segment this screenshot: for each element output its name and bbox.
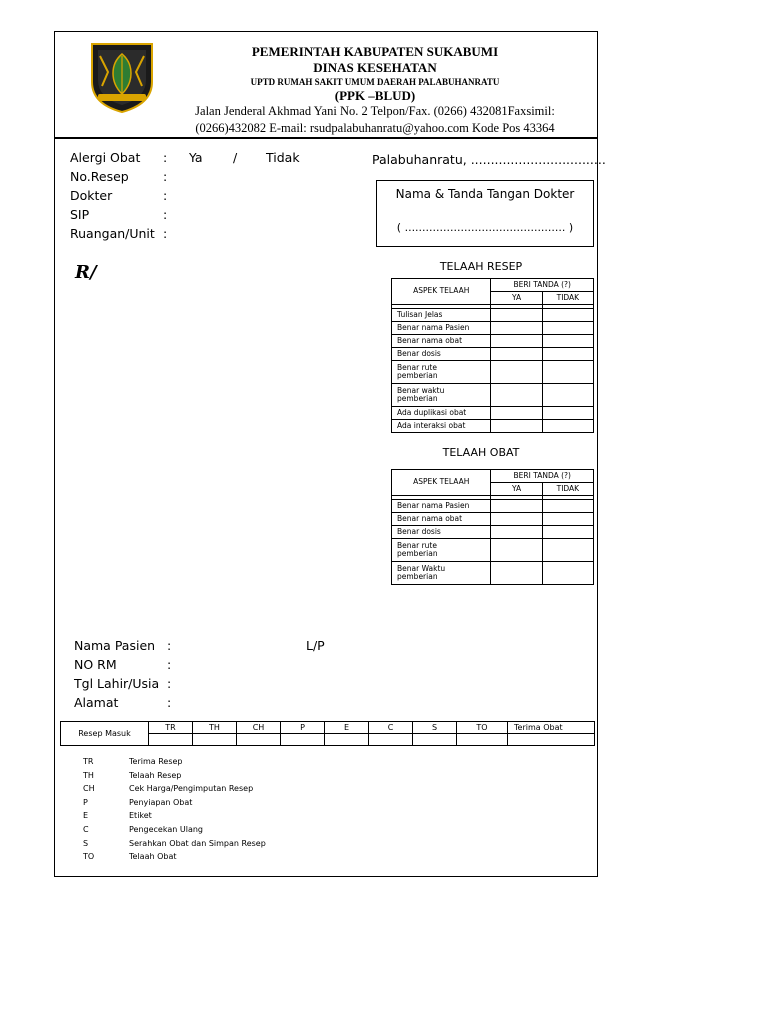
legend-desc: Pengecekan Ulang xyxy=(129,825,203,834)
aspect-cell xyxy=(392,539,491,562)
status-col-header: TR xyxy=(149,722,193,734)
status-cell[interactable] xyxy=(325,734,369,746)
aspect-header: ASPEK TELAAH xyxy=(392,279,491,305)
yes-checkbox-cell[interactable] xyxy=(491,526,542,539)
doctor-colon: : xyxy=(163,188,168,203)
legend-code: CH xyxy=(83,784,95,793)
legend-desc: Terima Resep xyxy=(129,757,183,766)
aspect-line-1: Benar Waktu xyxy=(397,563,446,573)
doctor-label: Dokter xyxy=(70,188,113,203)
status-col-header: TH xyxy=(193,722,237,734)
no-checkbox-cell[interactable] xyxy=(542,309,593,322)
place-date-field[interactable]: Palabuhanratu, .................................. xyxy=(372,152,606,167)
yes-checkbox-cell[interactable] xyxy=(491,562,542,585)
telaah-obat-table xyxy=(391,469,594,585)
legend-desc: Serahkan Obat dan Simpan Resep xyxy=(129,839,266,848)
table-row xyxy=(392,420,594,433)
no-header: TIDAK xyxy=(542,292,593,305)
doctor-signature-title: Nama & Tanda Tangan Dokter xyxy=(395,187,575,201)
table-row xyxy=(392,384,594,407)
legend-code: E xyxy=(83,811,89,820)
yes-checkbox-cell[interactable] xyxy=(491,335,542,348)
no-header: TIDAK xyxy=(542,483,593,496)
telaah-resep-title: TELAAH RESEP xyxy=(439,260,523,273)
aspect-cell: Ada duplikasi obat xyxy=(392,407,491,420)
telaah-resep-table xyxy=(391,278,594,433)
yes-checkbox-cell[interactable] xyxy=(491,309,542,322)
telaah-obat-title: TELAAH OBAT xyxy=(442,446,520,459)
status-cell[interactable] xyxy=(193,734,237,746)
status-cell[interactable] xyxy=(149,734,193,746)
header-status: (PPK –BLUD) xyxy=(334,88,416,103)
doctor-signature-line: ( .............................................. ) xyxy=(396,221,574,234)
status-col-header: CH xyxy=(237,722,281,734)
sukabumi-coat-of-arms-logo xyxy=(90,42,154,114)
table-row xyxy=(392,322,594,335)
patient-name-label: Nama Pasien xyxy=(74,638,156,653)
sip-colon: : xyxy=(163,207,168,222)
table-row xyxy=(392,407,594,420)
no-checkbox-cell[interactable] xyxy=(542,513,593,526)
header-address: Jalan Jenderal Akhmad Yani No. 2 Telpon/Fax. (0266) 432081Faxsimil: xyxy=(195,104,555,118)
yes-checkbox-cell[interactable] xyxy=(491,420,542,433)
address-label: Alamat xyxy=(74,695,119,710)
aspect-cell xyxy=(392,361,491,384)
medical-record-label: NO RM xyxy=(74,657,117,672)
status-col-header: Terima Obat xyxy=(508,722,595,734)
aspect-cell: Benar dosis xyxy=(392,526,491,539)
aspect-line-2: pemberian xyxy=(397,549,438,558)
yes-checkbox-cell[interactable] xyxy=(491,407,542,420)
status-cell[interactable] xyxy=(369,734,413,746)
aspect-line-1: Benar rute xyxy=(397,540,437,550)
mark-header: BERI TANDA (?) xyxy=(491,470,594,483)
legend-code: TH xyxy=(83,771,94,780)
legend-code: P xyxy=(83,798,88,807)
table-row xyxy=(392,513,594,526)
row-label-resep-masuk: Resep Masuk xyxy=(61,722,149,746)
room-unit-colon: : xyxy=(163,226,168,241)
no-checkbox-cell[interactable] xyxy=(542,348,593,361)
sip-label: SIP xyxy=(70,207,90,222)
birth-date-age-colon: : xyxy=(167,676,172,691)
aspect-cell: Ada interaksi obat xyxy=(392,420,491,433)
allergy-label: Alergi Obat xyxy=(70,150,141,165)
mark-header: BERI TANDA (?) xyxy=(491,279,594,292)
legend-desc: Telaah Resep xyxy=(129,771,182,780)
prescription-form xyxy=(54,31,606,877)
table-row xyxy=(392,562,594,585)
no-checkbox-cell[interactable] xyxy=(542,539,593,562)
rx-symbol: R/ xyxy=(75,262,97,283)
allergy-slash: / xyxy=(233,150,238,165)
header-government: PEMERINTAH KABUPATEN SUKABUMI xyxy=(251,44,499,59)
doctor-signature-box[interactable] xyxy=(376,180,594,247)
address-colon: : xyxy=(167,695,172,710)
header-department: DINAS KESEHATAN xyxy=(313,60,437,75)
legend-desc: Cek Harga/Pengimputan Resep xyxy=(129,784,254,793)
aspect-cell: Benar nama obat xyxy=(392,335,491,348)
yes-checkbox-cell[interactable] xyxy=(491,384,542,407)
aspect-cell xyxy=(392,384,491,407)
header-hospital: UPTD RUMAH SAKIT UMUM DAERAH PALABUHANRATU xyxy=(250,77,500,87)
yes-checkbox-cell[interactable] xyxy=(491,500,542,513)
birth-date-age-label: Tgl Lahir/Usia xyxy=(74,676,160,691)
yes-checkbox-cell[interactable] xyxy=(491,539,542,562)
table-row xyxy=(392,348,594,361)
allergy-yes-option[interactable]: Ya xyxy=(189,150,203,165)
table-row xyxy=(392,361,594,384)
status-col-header: P xyxy=(281,722,325,734)
no-checkbox-cell[interactable] xyxy=(542,407,593,420)
table-row xyxy=(392,526,594,539)
yes-checkbox-cell[interactable] xyxy=(491,361,542,384)
medical-record-colon: : xyxy=(167,657,172,672)
aspect-line-1: Benar waktu xyxy=(397,385,445,395)
table-row xyxy=(392,539,594,562)
aspect-cell: Benar dosis xyxy=(392,348,491,361)
no-checkbox-cell[interactable] xyxy=(542,322,593,335)
no-checkbox-cell[interactable] xyxy=(542,420,593,433)
status-col-header: E xyxy=(325,722,369,734)
legend-desc: Telaah Obat xyxy=(129,852,177,861)
aspect-line-2: pemberian xyxy=(397,394,438,403)
status-col-header: TO xyxy=(457,722,508,734)
table-row xyxy=(392,500,594,513)
aspect-cell: Benar nama Pasien xyxy=(392,500,491,513)
legend-code: TO xyxy=(83,852,95,861)
no-checkbox-cell[interactable] xyxy=(542,562,593,585)
aspect-cell: Tulisan Jelas xyxy=(392,309,491,322)
aspect-line-1: Benar rute xyxy=(397,362,437,372)
allergy-colon: : xyxy=(163,150,168,165)
status-cell[interactable] xyxy=(413,734,457,746)
aspect-cell: Benar nama obat xyxy=(392,513,491,526)
status-cell[interactable] xyxy=(237,734,281,746)
aspect-line-2: pemberian xyxy=(397,572,438,581)
status-cell[interactable] xyxy=(281,734,325,746)
no-checkbox-cell[interactable] xyxy=(542,500,593,513)
yes-header: YA xyxy=(491,292,542,305)
legend-desc: Penyiapan Obat xyxy=(129,798,193,807)
status-col-header: S xyxy=(413,722,457,734)
status-cell[interactable] xyxy=(457,734,508,746)
no-checkbox-cell[interactable] xyxy=(542,361,593,384)
prescription-status-table xyxy=(60,721,595,746)
aspect-header: ASPEK TELAAH xyxy=(392,470,491,496)
no-checkbox-cell[interactable] xyxy=(542,335,593,348)
yes-checkbox-cell[interactable] xyxy=(491,322,542,335)
aspect-cell: Benar nama Pasien xyxy=(392,322,491,335)
header-divider xyxy=(55,137,597,139)
prescription-number-colon: : xyxy=(163,169,168,184)
header-contact: (0266)432082 E-mail: rsudpalabuhanratu@yahoo.com Kode Pos 43364 xyxy=(195,121,555,135)
no-checkbox-cell[interactable] xyxy=(542,526,593,539)
yes-checkbox-cell[interactable] xyxy=(491,348,542,361)
aspect-cell xyxy=(392,562,491,585)
allergy-no-option[interactable]: Tidak xyxy=(266,150,300,165)
legend-code: TR xyxy=(83,757,94,766)
legend-code: S xyxy=(83,839,89,848)
legend-desc: Etiket xyxy=(129,811,152,820)
no-checkbox-cell[interactable] xyxy=(542,384,593,407)
room-unit-label: Ruangan/Unit xyxy=(70,226,155,241)
status-col-header: C xyxy=(369,722,413,734)
patient-name-colon: : xyxy=(167,638,172,653)
table-row xyxy=(392,335,594,348)
aspect-line-2: pemberian xyxy=(397,371,438,380)
table-row xyxy=(392,309,594,322)
legend-code: C xyxy=(83,825,89,834)
patient-sex-label[interactable]: L/P xyxy=(306,638,325,653)
yes-checkbox-cell[interactable] xyxy=(491,513,542,526)
yes-header: YA xyxy=(491,483,542,496)
status-cell[interactable] xyxy=(508,734,595,746)
prescription-number-label: No.Resep xyxy=(70,169,129,184)
